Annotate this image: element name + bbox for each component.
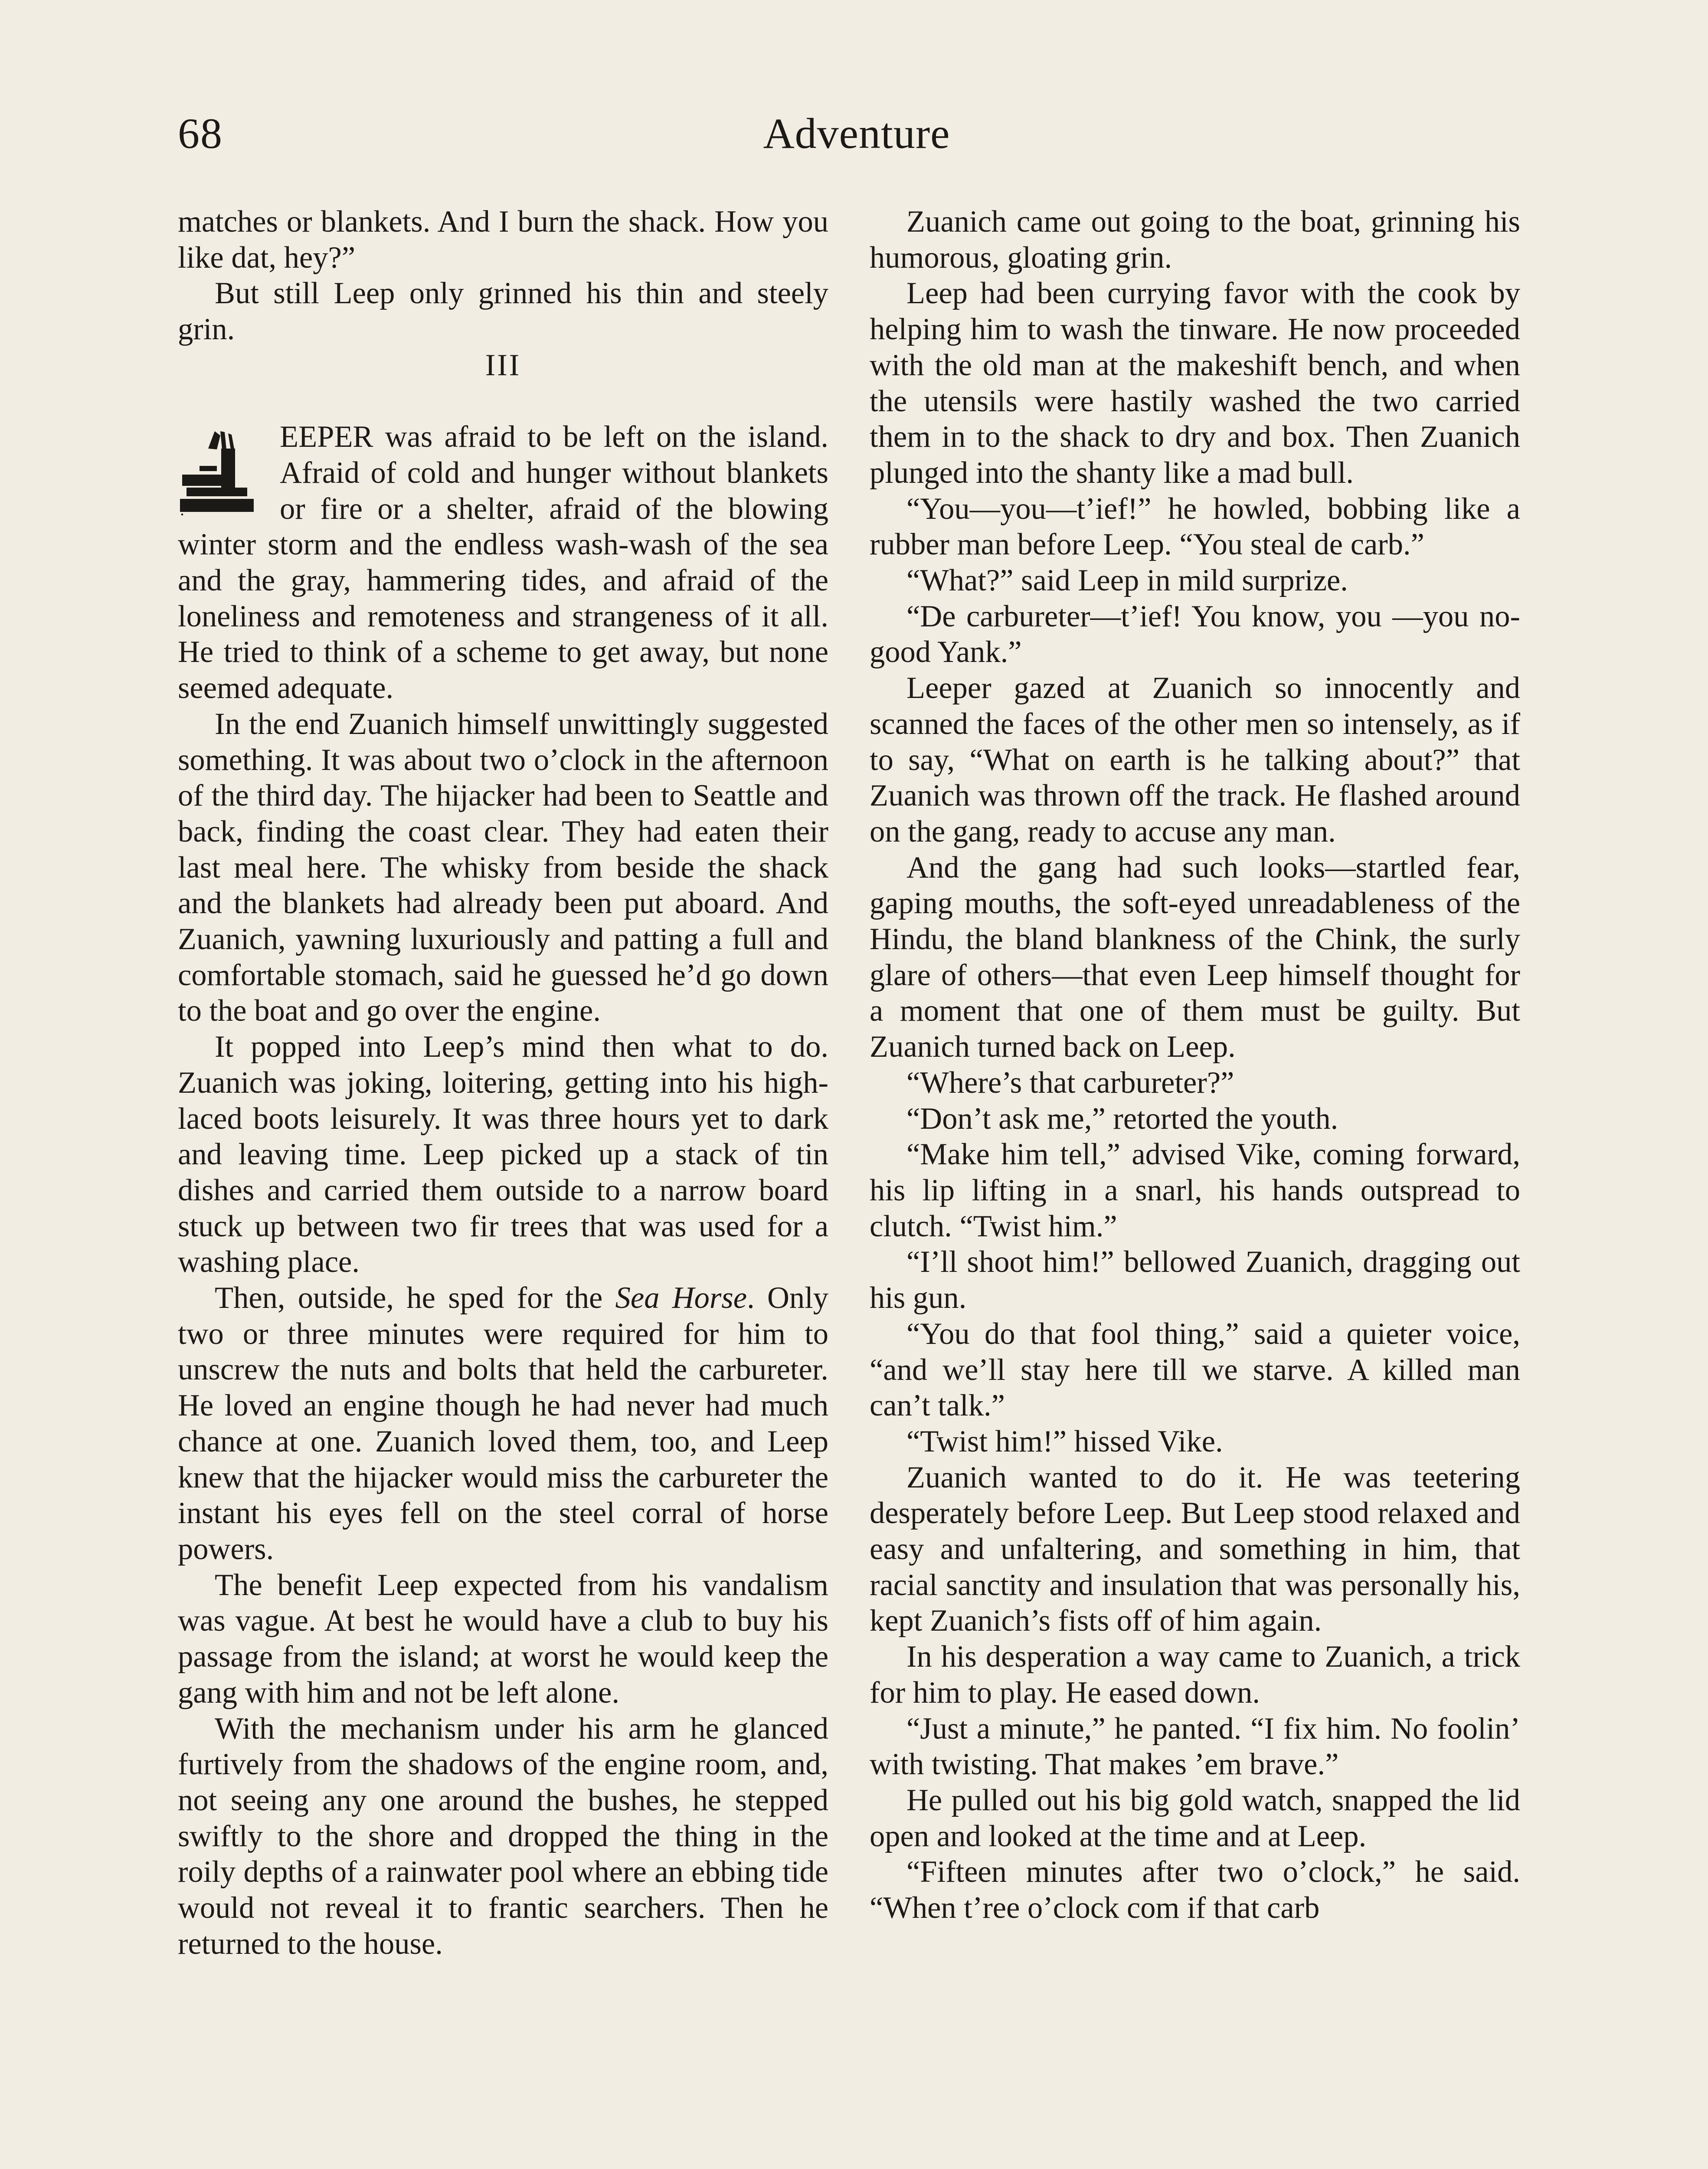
paragraph: In his desperation a way came to Zuanich, a trick for him to play. He eased down. [870,1640,1520,1710]
paragraph: In the end Zuanich himself unwittingly suggested something. It was about two o’clock in the afternoon of the third day. The hijacker had been to Seattle and back, finding the coast clear. They had eaten their last meal here. The whisky from beside the shack and the blankets had already been put aboard. And Zuanich, yawning luxuriously and patting a full and comfortable stomach, said he guessed he’d go down to the boat and go over the engine. [178,707,828,1028]
paragraph: Zuanich wanted to do it. He was teetering desperately before Leep. But Leep stood relaxed and easy and unfaltering, and something in him, that racial sanctity and insulation that was personally his, kept Zuanich’s fists off of him again. [870,1460,1520,1638]
paragraph: Leeper gazed at Zuanich so innocently and scanned the faces of the other men so intensely, as if to say, “What on earth is he talking about?” that Zuanich was thrown off the track. He flashed around on the gang, ready to accuse any man. [870,671,1520,849]
boat-name: Sea Horse [615,1281,747,1315]
paragraph: With the mechanism under his arm he glanced furtively from the shadows of the engine room, and, not seeing any one around the bushes, he stepped swiftly to the shore and dropped the thing in the roily depths of a rainwater pool where an ebbing tide would not reveal it to frantic searchers. Then he returned to the house. [178,1711,828,1961]
paragraph: The benefit Leep expected from his vandalism was vague. At best he would have a club to buy his passage from the island; at worst he would keep the gang with him and not be left alone. [178,1568,828,1710]
paragraph: “Make him tell,” advised Vike, coming forward, his lip lifting in a snarl, his hands outspread to clutch. “Twist him.” [870,1137,1520,1243]
decorative-dropcap-l-icon [173,423,275,524]
paragraph-text: . Only two or three minutes were required for him to unscrew the nuts and bolts that held the carbureter. He loved an engine though he had never had much chance at one. Zuanich loved them, too, and Leep knew that the hijacker would miss the carbureter the instant his eyes fell on the steel corral of horse powers. [178,1281,829,1566]
left-column [178,204,828,1962]
paragraph-text: EEPER was afraid to be left on the island. Afraid of cold and hunger without blankets or fire or a shelter, afraid of the blowing winter storm and the endless wash-wash of the sea and the gray, hammering tides, and afraid of the loneliness and remoteness and strangeness of it all. He tried to think of a scheme to get away, but none seemed adequate. [178,420,828,705]
section-heading: III [485,348,521,382]
page-number: 68 [178,109,223,157]
paragraph: “Just a minute,” he panted. “I fix him. No foolin’ with twisting. That makes ’em brave.” [870,1711,1520,1782]
paragraph: Leep had been currying favor with the cook by helping him to wash the tinware. He now proceeded with the old man at the makeshift bench, and when the utensils were hastily washed the two carried them in to the shack to dry and box. Then Zuanich plunged into the shanty like a mad bull. [870,276,1520,490]
paragraph-text: Then, outside, he sped for the [215,1281,615,1315]
paragraph: “De carbureter—t’ief! You know, you —you no-good Yank.” [870,599,1520,669]
paragraph: “Don’t ask me,” retorted the youth. [906,1101,1338,1136]
paragraph: “I’ll shoot him!” bellowed Zuanich, dragging out his gun. [870,1245,1520,1315]
paragraph: “You do that fool thing,” said a quieter voice, “and we’ll stay here till we starve. A killed man can’t talk.” [870,1317,1520,1423]
paragraph: “Twist him!” hissed Vike. [906,1424,1223,1458]
paragraph: It popped into Leep’s mind then what to do. Zuanich was joking, loitering, getting into his high-laced boots leisurely. It was three hours yet to dark and leaving time. Leep picked up a stack of tin dishes and carried them outside to a narrow board stuck up between two fir trees that was used for a washing place. [178,1030,828,1279]
paragraph: He pulled out his big gold watch, snapped the lid open and looked at the time and at Leep. [870,1783,1520,1853]
right-column [870,204,1520,1926]
paragraph [178,1280,828,1567]
paragraph: And the gang had such looks—startled fear, gaping mouths, the soft-eyed unreadableness of the Hindu, the bland blankness of the Chink, the surly glare of others—that even Leep himself thought for a moment that one of them must be guilty. But Zuanich turned back on Leep. [870,850,1520,1064]
page-header [178,108,1535,169]
paragraph: “Where’s that carbureter?” [906,1065,1234,1100]
paragraph: “What?” said Leep in mild surprize. [906,564,1348,598]
running-title: Adventure [763,109,950,157]
paragraph: Zuanich came out going to the boat, grinning his humorous, gloating grin. [870,205,1520,275]
paragraph: “You—you—t’ief!” he howled, bobbing like a rubber man before Leep. “You steal de carb.” [870,491,1520,562]
dropcap-paragraph [178,419,828,706]
paragraph: “Fifteen minutes after two o’clock,” he said. “When t’ree o’clock com if that carb [870,1855,1520,1925]
paragraph: But still Leep only grinned his thin and steely grin. [178,276,828,347]
paragraph: matches or blankets. And I burn the shack. How you like dat, hey?” [178,205,828,275]
